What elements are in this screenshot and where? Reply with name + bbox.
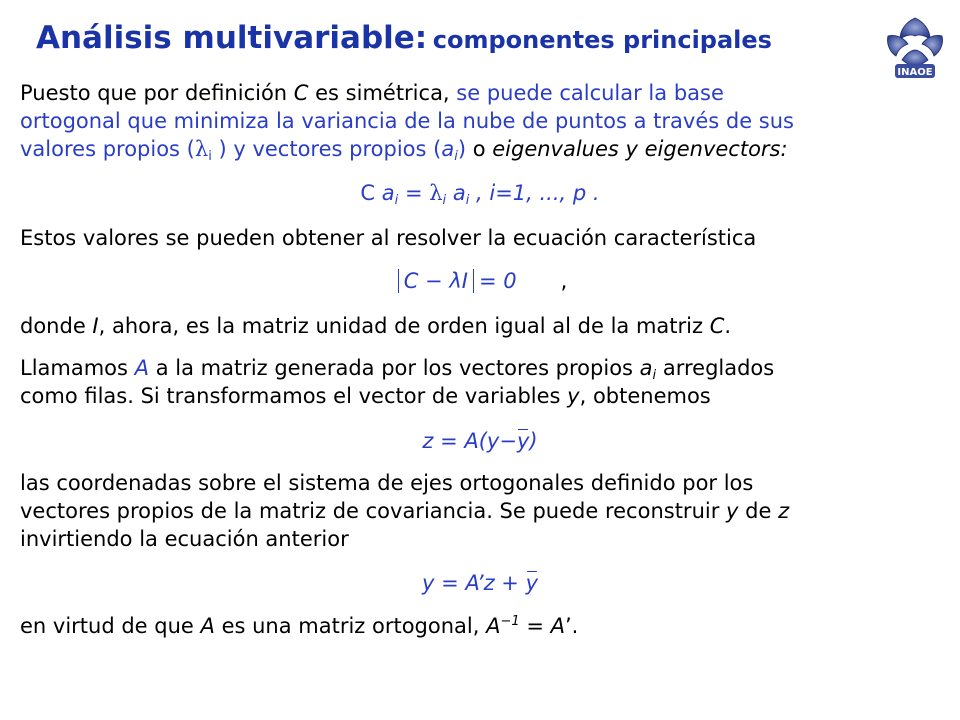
highlight-text: se puede calcular la base bbox=[456, 81, 724, 105]
eq-sub: i bbox=[465, 193, 470, 208]
y-bar-symbol: y bbox=[525, 571, 539, 595]
eq-sub: i bbox=[442, 193, 447, 208]
paragraph-2: Estos valores se pueden obtener al resolver la ecuación característica bbox=[20, 226, 757, 250]
text: valores propios ( bbox=[20, 137, 195, 161]
eq-comma: , bbox=[560, 269, 568, 293]
text: es una matriz ortogonal, bbox=[214, 614, 487, 638]
text: = bbox=[519, 614, 551, 638]
text: Puesto que por definición bbox=[20, 81, 294, 105]
eq-minus: − bbox=[499, 429, 517, 453]
equation-transform bbox=[0, 428, 960, 454]
slide-title bbox=[36, 20, 772, 56]
superscript: −1 bbox=[500, 614, 520, 629]
lambda-symbol: λ bbox=[429, 181, 443, 205]
subscript: i bbox=[454, 149, 458, 164]
text: o bbox=[466, 137, 493, 161]
paragraph-6 bbox=[20, 613, 578, 639]
symbol-a-matrix: A bbox=[550, 614, 565, 638]
abs-bar-left bbox=[398, 269, 399, 293]
symbol-y: y bbox=[726, 499, 739, 523]
subscript: i bbox=[652, 368, 657, 383]
paragraph-3 bbox=[20, 313, 731, 339]
text: ’. bbox=[564, 614, 579, 638]
equation-eigen bbox=[0, 180, 960, 206]
inaoe-logo-icon bbox=[880, 12, 950, 82]
eq-sub: i bbox=[394, 193, 399, 208]
paragraph-1-line-2: ortogonal que minimiza la variancia de la nube de puntos a través de sus bbox=[20, 109, 794, 133]
symbol-a: a bbox=[639, 356, 653, 380]
text: es simétrica, bbox=[308, 81, 457, 105]
subscript: i bbox=[208, 149, 212, 164]
symbol-c: C bbox=[293, 81, 309, 105]
eq-part: a bbox=[381, 181, 395, 205]
equation-characteristic bbox=[0, 268, 960, 294]
eq-part: z = A(y bbox=[422, 429, 500, 453]
text: de bbox=[738, 499, 779, 523]
text: ) bbox=[457, 137, 467, 161]
logo-text: INAOE bbox=[897, 67, 933, 78]
paragraph-4-line-2 bbox=[20, 383, 711, 409]
paragraph-5-line-2 bbox=[20, 498, 789, 524]
eq-part: C − λI bbox=[403, 269, 468, 293]
title-sub: componentes principales bbox=[432, 26, 772, 54]
italic-text: eigenvalues y eigenvectors: bbox=[492, 137, 788, 161]
y-bar-symbol: y bbox=[516, 429, 530, 453]
text: arreglados bbox=[656, 356, 775, 380]
eq-part: a bbox=[446, 181, 466, 205]
paragraph-4-line-1 bbox=[20, 355, 774, 381]
symbol-z: z bbox=[778, 499, 790, 523]
equation-reconstruct bbox=[0, 570, 960, 596]
symbol-c: C bbox=[709, 314, 725, 338]
symbol-a-matrix: A bbox=[486, 614, 501, 638]
text: en virtud de que bbox=[20, 614, 201, 638]
eq-part: C bbox=[360, 181, 382, 205]
eq-part: ) bbox=[529, 429, 538, 453]
paragraph-5-line-3: invirtiendo la ecuación anterior bbox=[20, 527, 349, 551]
text: ) y vectores propios ( bbox=[211, 137, 442, 161]
symbol-i: I bbox=[92, 314, 99, 338]
symbol-a-matrix: A bbox=[200, 614, 215, 638]
eq-part: y = A’z + bbox=[421, 571, 526, 595]
paragraph-1-line-1 bbox=[20, 80, 724, 106]
lambda-symbol: λ bbox=[194, 137, 209, 161]
text: a la matriz generada por los vectores propios bbox=[149, 356, 640, 380]
paragraph-1-line-3 bbox=[20, 136, 788, 162]
title-main: Análisis multivariable: bbox=[36, 20, 428, 56]
text: , ahora, es la matriz unidad de orden igual al de la matriz bbox=[98, 314, 710, 338]
eq-part: , i=1, ..., p . bbox=[469, 181, 600, 205]
eq-part: = 0 bbox=[478, 269, 517, 293]
eq-part: = bbox=[398, 181, 430, 205]
text: Llamamos bbox=[20, 356, 135, 380]
symbol-a: a bbox=[441, 137, 455, 161]
paragraph-5-line-1: las coordenadas sobre el sistema de ejes ortogonales definido por los bbox=[20, 471, 754, 495]
abs-bar-right bbox=[473, 269, 474, 293]
text: donde bbox=[20, 314, 93, 338]
text: . bbox=[724, 314, 732, 338]
text: como filas. Si transformamos el vector de variables bbox=[20, 384, 568, 408]
text: , obtenemos bbox=[579, 384, 711, 408]
text: vectores propios de la matriz de covariancia. Se puede reconstruir bbox=[20, 499, 727, 523]
symbol-y: y bbox=[567, 384, 580, 408]
symbol-a-matrix: A bbox=[134, 356, 150, 380]
